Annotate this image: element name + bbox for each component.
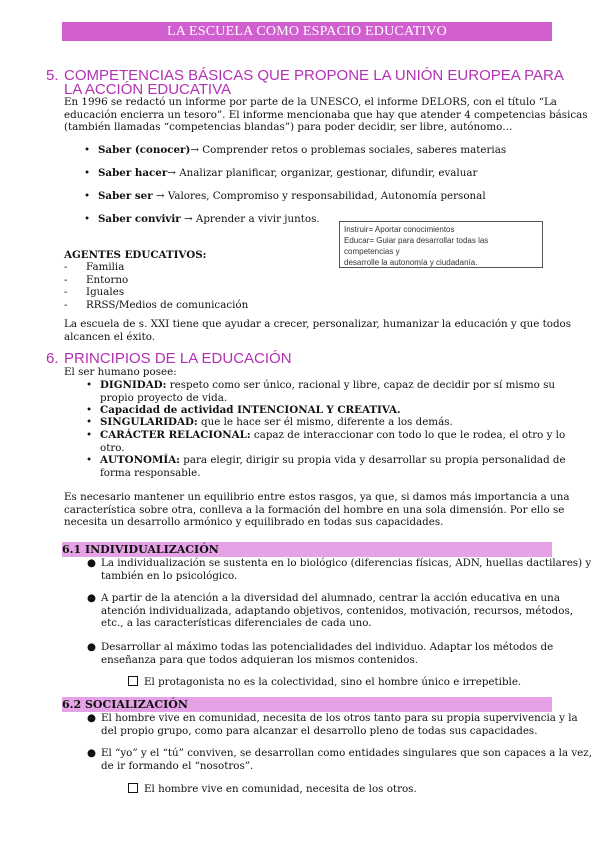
equilibrio-paragraph bbox=[64, 491, 569, 529]
competencia-term: Saber ser bbox=[98, 190, 153, 202]
bullet-icon: • bbox=[84, 144, 91, 156]
bullet-icon: ● bbox=[87, 557, 96, 569]
subsection-individualizacion bbox=[62, 542, 552, 557]
bullet-icon: • bbox=[86, 416, 93, 428]
subsection-socializacion bbox=[62, 697, 552, 712]
check-item: El protagonista no es la colectividad, sino el hombre único e irrepetible. bbox=[128, 676, 521, 689]
bullet-icon: ● bbox=[87, 747, 96, 759]
competencia-item bbox=[84, 144, 507, 157]
arrow-icon: → bbox=[190, 144, 199, 156]
subsection-title: 6.1 INDIVIDUALIZACIÓN bbox=[62, 543, 219, 556]
bullet-icon: ● bbox=[87, 592, 96, 604]
principio-term: DIGNIDAD: bbox=[100, 379, 167, 391]
section5-intro bbox=[64, 96, 588, 134]
competencia-term: Saber hacer bbox=[98, 167, 168, 179]
competencia-desc: Comprender retos o problemas sociales, saberes materias bbox=[199, 144, 507, 156]
text-line: La escuela de s. XXI tiene que ayudar a crecer, personalizar, humanizar la educación y que todos bbox=[64, 318, 572, 330]
section6-number: 6. bbox=[46, 350, 59, 367]
section5-closing bbox=[64, 318, 571, 343]
section6-title: PRINCIPIOS DE LA EDUCACIÓN bbox=[64, 350, 292, 367]
subsection-title: 6.2 SOCIALIZACIÓN bbox=[62, 698, 188, 711]
principio-term: AUTONOMÍA: bbox=[100, 454, 180, 466]
bullet-icon: ● bbox=[87, 641, 96, 653]
checkbox-icon bbox=[128, 783, 138, 793]
bullet-icon: • bbox=[86, 404, 93, 416]
text-line: necesita un desarrollo armónico y equilibrado en todas sus capacidades. bbox=[64, 516, 444, 529]
arrow-icon: → bbox=[152, 190, 165, 202]
page-banner: LA ESCUELA COMO ESPACIO EDUCATIVO bbox=[62, 22, 552, 41]
arrow-icon: → bbox=[167, 167, 176, 179]
list-item: ● El hombre vive en comunidad, necesita de los otros tanto para su propia supervivencia y la del propio grupo, como para alcanzar el desarrollo pleno de todas sus capacidades. bbox=[87, 712, 578, 737]
competencia-desc: Analizar planificar, organizar, gestionar, difundir, evaluar bbox=[175, 167, 478, 179]
principio-item: • SINGULARIDAD: que le hace ser él mismo, diferente a los demás. bbox=[86, 416, 453, 428]
list-item: ● La individualización se sustenta en lo biológico (diferencias físicas, ADN, huellas dactilares) y también en lo psicológico. bbox=[87, 557, 592, 582]
principio-term: SINGULARIDAD: bbox=[100, 416, 198, 428]
bullet-icon: ● bbox=[87, 712, 96, 724]
text-line: educación encierra un tesoro”. El informe mencionaba que hay que atender 4 competencias básicas bbox=[64, 108, 588, 121]
bullet-icon: • bbox=[86, 379, 93, 391]
list-item: - Iguales bbox=[64, 286, 125, 299]
check-item: El hombre vive en comunidad, necesita de los otros. bbox=[128, 783, 417, 796]
competencia-term: Saber (conocer) bbox=[98, 144, 191, 156]
bullet-icon: • bbox=[86, 429, 93, 441]
list-item: - Familia bbox=[64, 261, 125, 273]
note-box bbox=[339, 221, 543, 268]
note-line: Instruir= Aportar conocimientos bbox=[344, 225, 455, 234]
principio-item bbox=[86, 404, 401, 417]
list-item: ● A partir de la atención a la diversidad del alumnado, centrar la acción educativa en una atención individualizada, adaptando objetivos, contenidos, motivación, recursos, métodos, etc., a las características diferenciales de cada uno. bbox=[87, 592, 574, 630]
section5-title-line1: COMPETENCIAS BÁSICAS QUE PROPONE LA UNIÓN EUROPEA PARA bbox=[64, 67, 564, 84]
list-item: ● Desarrollar al máximo todas las potencialidades del individuo. Adaptar los métodos de enseñanza para que todos adquieran los mismos contenidos. bbox=[87, 641, 554, 666]
section6-lead: El ser humano posee: bbox=[64, 366, 177, 378]
competencia-item bbox=[84, 190, 486, 203]
bullet-icon: • bbox=[86, 454, 93, 466]
list-item: ● El “yo” y el “tú” conviven, se desarrollan como entidades singulares que son capaces a la vez, de ir formando el “nosotros”. bbox=[87, 747, 592, 772]
agentes-list bbox=[64, 261, 248, 311]
text-line: Es necesario mantener un equilibrio entre estos rasgos, ya que, si damos más importancia a una bbox=[64, 491, 570, 503]
text-line: En 1996 se redactó un informe por parte de la UNESCO, el informe DELORS, con el título “La bbox=[64, 96, 557, 108]
text-line: (también llamadas “competencias blandas”) para poder decidir, ser libre, autónomo… bbox=[64, 121, 513, 134]
arrow-icon: → bbox=[180, 213, 193, 225]
principio-item: • CARÁCTER RELACIONAL: capaz de interaccionar con todo lo que le rodea, el otro y lo otro. bbox=[86, 429, 566, 454]
bullet-icon: • bbox=[84, 213, 91, 225]
principio-term: Capacidad de actividad INTENCIONAL Y CREATIVA. bbox=[100, 404, 401, 416]
competencia-term: Saber convivir bbox=[98, 213, 181, 225]
competencia-item bbox=[84, 167, 478, 180]
competencia-desc: Valores, Compromiso y responsabilidad, Autonomía personal bbox=[164, 190, 486, 202]
principio-item: • AUTONOMÍA: para elegir, dirigir su propia vida y desarrollar su propia personalidad de forma responsable. bbox=[86, 454, 566, 479]
competencia-desc: Aprender a vivir juntos. bbox=[192, 213, 320, 225]
section5-title-line2: LA ACCIÓN EDUCATIVA bbox=[64, 81, 231, 98]
principio-term: CARÁCTER RELACIONAL: bbox=[100, 429, 251, 441]
competencia-item bbox=[84, 213, 320, 226]
agentes-title: AGENTES EDUCATIVOS: bbox=[64, 249, 207, 261]
section5-number: 5. bbox=[46, 67, 59, 84]
bullet-icon: • bbox=[84, 190, 91, 202]
note-line: Educar= Guiar para desarrollar todas las competencias y bbox=[344, 236, 489, 256]
list-item: - Entorno bbox=[64, 273, 129, 286]
text-line: alcancen el éxito. bbox=[64, 330, 156, 343]
list-item: - RRSS/Medios de comunicación bbox=[64, 298, 249, 311]
checkbox-icon bbox=[128, 676, 138, 686]
note-line: desarrolle la autonomía y ciudadanía. bbox=[344, 258, 478, 267]
bullet-icon: • bbox=[84, 167, 91, 179]
principio-item: • DIGNIDAD: respeto como ser único, racional y libre, capaz de decidir por sí mismo su propio proyecto de vida. bbox=[86, 379, 556, 404]
text-line: característica sobre otra, conlleva a la formación del hombre en una sola dimensión. Por ello se bbox=[64, 503, 565, 516]
